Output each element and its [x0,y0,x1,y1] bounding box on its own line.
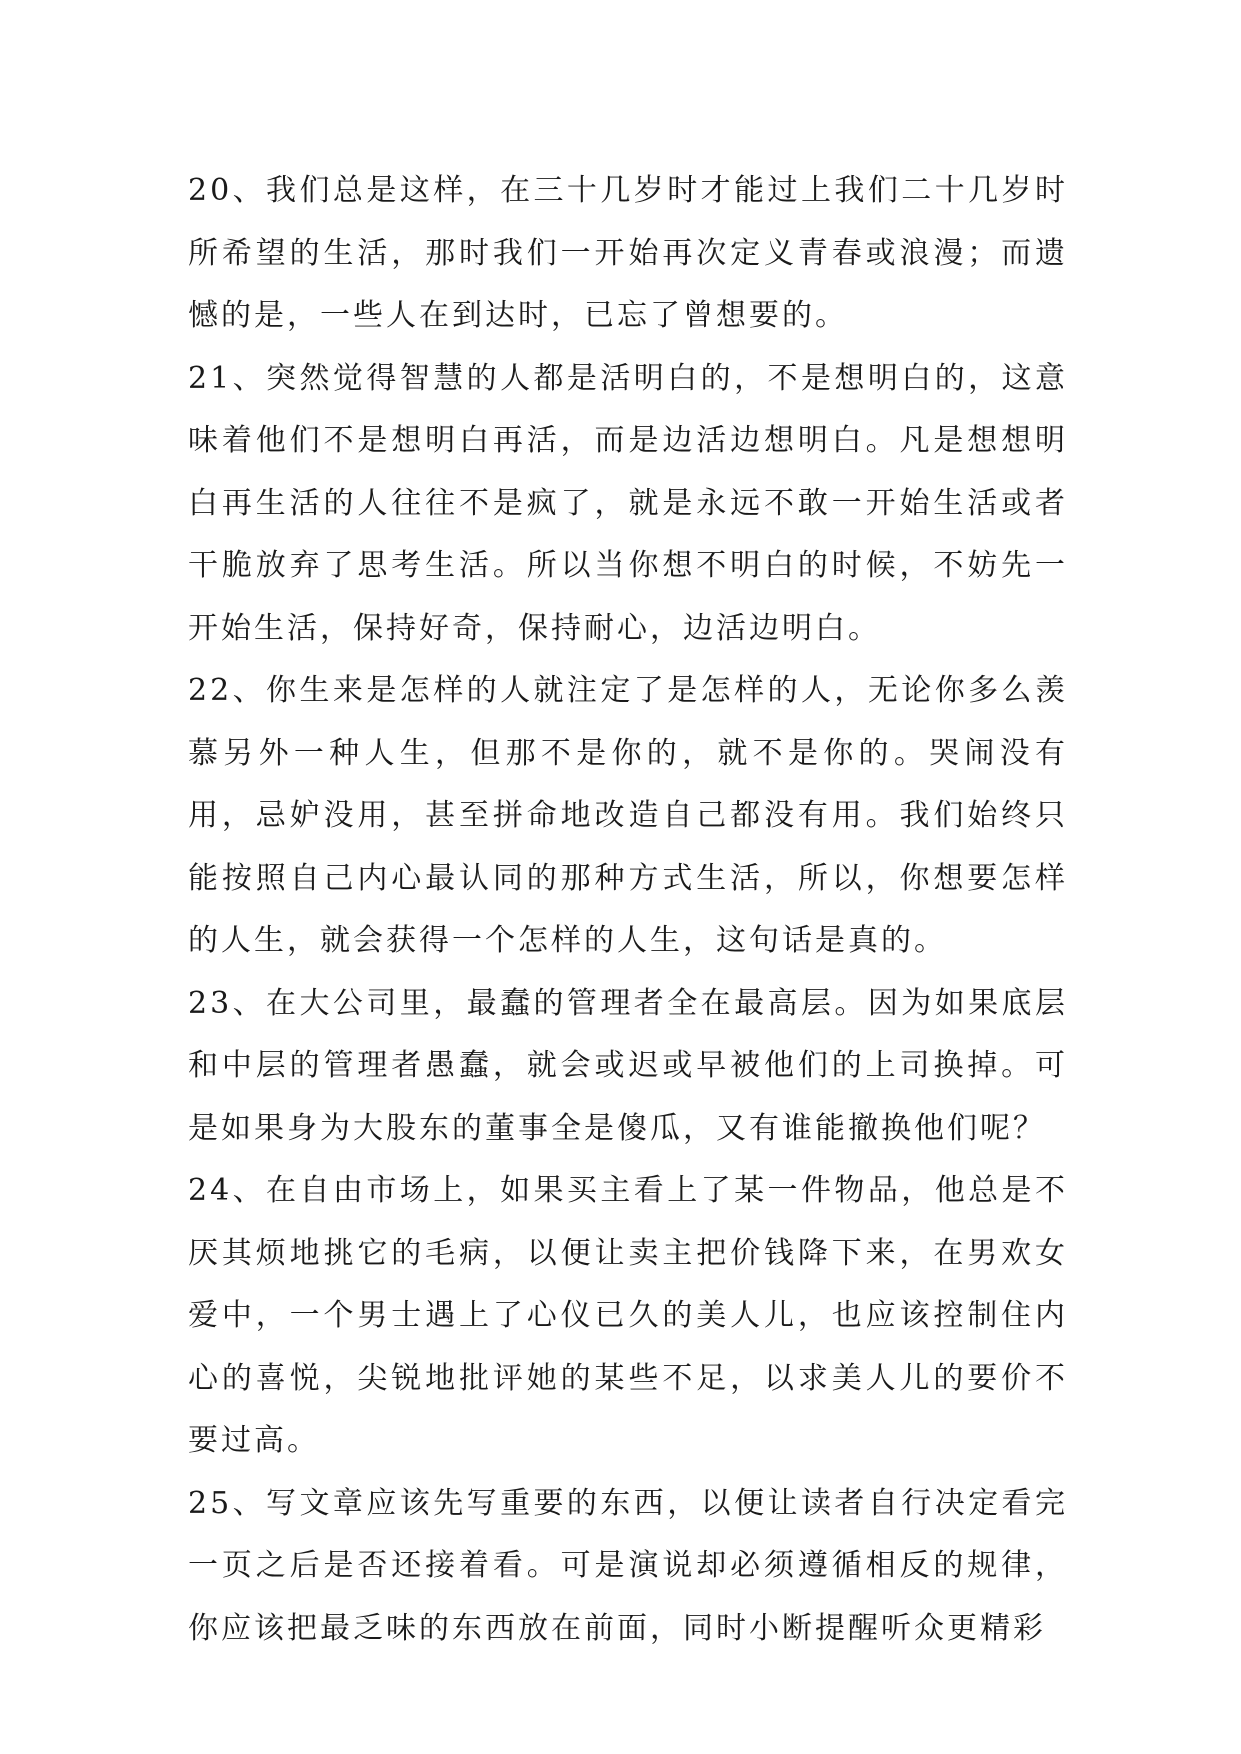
paragraph-25: 25、写文章应该先写重要的东西，以便让读者自行决定看完一页之后是否还接着看。可是演说却必须遵循相反的规律，你应该把最乏味的东西放在前面，同时小断提醒听众更精彩 [188,1485,1068,1646]
body-text [188,160,1068,1660]
paragraph-23: 23、在大公司里，最蠢的管理者全在最高层。因为如果底层和中层的管理者愚蠢，就会或迟或早被他们的上司换掉。可是如果身为大股东的董事全是傻瓜，又有谁能撤换他们呢？ [188,985,1068,1146]
paragraph-24: 24、在自由市场上，如果买主看上了某一件物品，他总是不厌其烦地挑它的毛病，以便让卖主把价钱降下来，在男欢女爱中，一个男士遇上了心仪已久的美人儿，也应该控制住内心的喜悦，尖锐地批评她的某些不足，以求美人儿的要价不要过高。 [188,1173,1068,1458]
paragraph-22: 22、你生来是怎样的人就注定了是怎样的人，无论你多么羡慕另外一种人生，但那不是你的，就不是你的。哭闹没有用，忌妒没用，甚至拼命地改造自己都没有用。我们始终只能按照自己内心最认同的那种方式生活，所以，你想要怎样的人生，就会获得一个怎样的人生，这句话是真的。 [188,673,1068,958]
paragraph-21: 21、突然觉得智慧的人都是活明白的，不是想明白的，这意味着他们不是想明白再活，而是边活边想明白。凡是想想明白再生活的人往往不是疯了，就是永远不敢一开始生活或者干脆放弃了思考生活。所以当你想不明白的时候，不妨先一开始生活，保持好奇，保持耐心，边活边明白。 [188,360,1068,646]
paragraph-20: 20、我们总是这样，在三十几岁时才能过上我们二十几岁时所希望的生活，那时我们一开始再次定义青春或浪漫；而遗憾的是，一些人在到达时，已忘了曾想要的。 [188,173,1068,333]
